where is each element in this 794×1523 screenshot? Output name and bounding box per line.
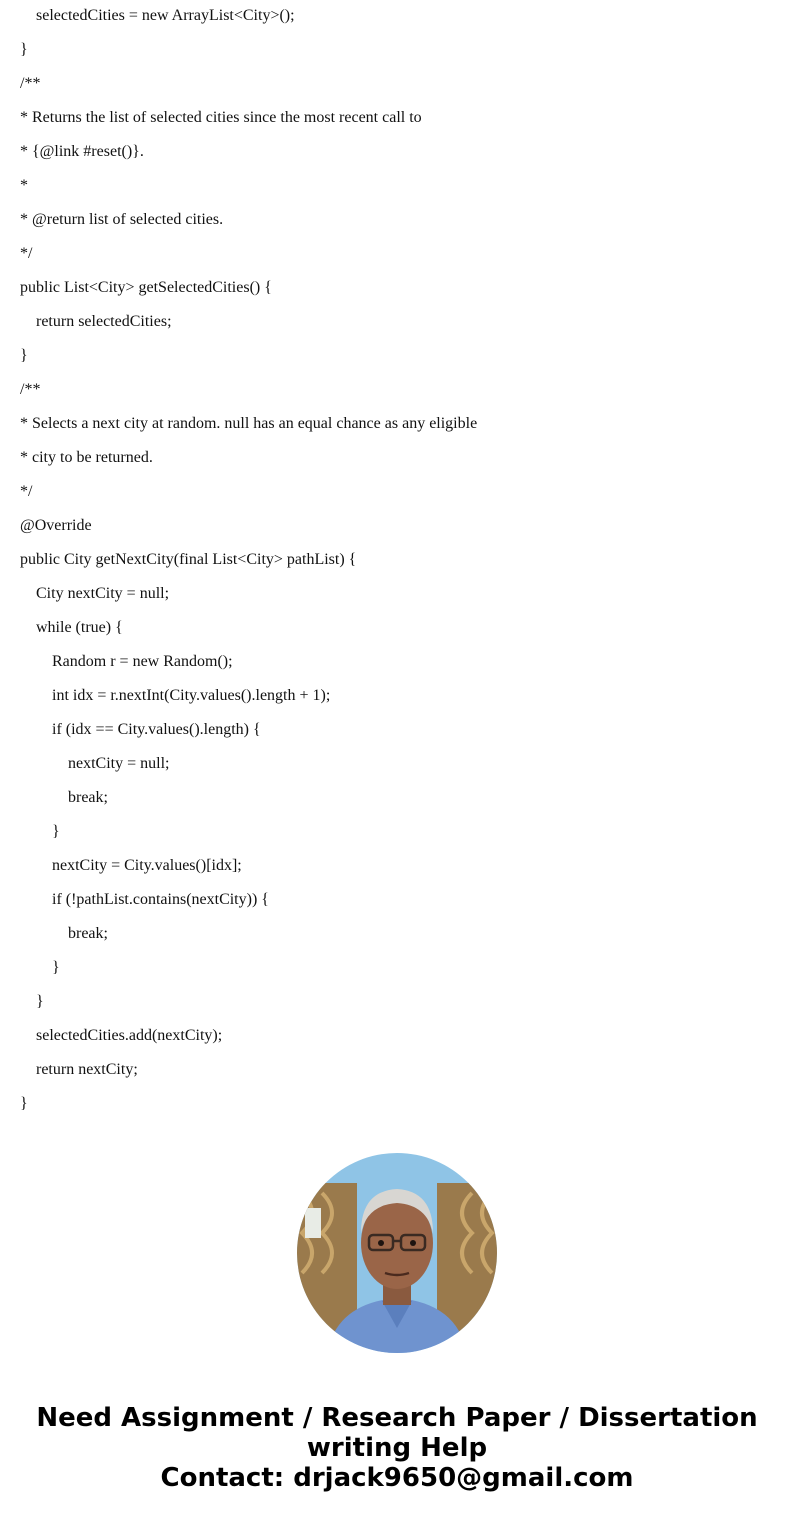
code-line: * Returns the list of selected cities since the most recent call to [20, 109, 422, 126]
author-photo [297, 1153, 497, 1353]
code-line: * {@link #reset()}. [20, 143, 144, 160]
code-line: break; [20, 925, 108, 942]
code-line: break; [20, 789, 108, 806]
code-line: } [20, 41, 28, 58]
code-line: /** [20, 381, 41, 398]
contact-banner [0, 1403, 794, 1493]
code-line: selectedCities.add(nextCity); [20, 1027, 223, 1044]
code-line: * city to be returned. [20, 449, 153, 466]
code-line: } [20, 993, 44, 1010]
code-line: * @return list of selected cities. [20, 211, 224, 228]
code-line: /** [20, 75, 41, 92]
cta-line-2: writing Help [306, 1433, 488, 1463]
code-line: public List<City> getSelectedCities() { [20, 279, 272, 296]
author-avatar [297, 1153, 497, 1353]
cta-line-1: Need Assignment / Research Paper / Dissertation [36, 1403, 758, 1433]
code-line: } [20, 823, 60, 840]
code-line: */ [20, 245, 33, 262]
cta-contact-email: Contact: drjack9650@gmail.com [160, 1463, 634, 1493]
code-line: City nextCity = null; [20, 585, 170, 602]
code-line: */ [20, 483, 33, 500]
code-line: * [20, 177, 28, 194]
code-line: if (!pathList.contains(nextCity)) { [20, 891, 269, 908]
code-line: } [20, 1095, 28, 1112]
code-line: @Override [20, 517, 92, 534]
code-line: Random r = new Random(); [20, 653, 233, 670]
code-line: nextCity = City.values()[idx]; [20, 857, 242, 874]
code-line: * Selects a next city at random. null has an equal chance as any eligible [20, 415, 478, 432]
code-line: public City getNextCity(final List<City> pathList) { [20, 551, 357, 568]
code-line: nextCity = null; [20, 755, 170, 772]
code-line: selectedCities = new ArrayList<City>(); [20, 7, 295, 24]
code-line: if (idx == City.values().length) { [20, 721, 261, 738]
code-line: while (true) { [20, 619, 123, 636]
code-line: return selectedCities; [20, 313, 172, 330]
code-line: return nextCity; [20, 1061, 138, 1078]
code-block [20, 0, 780, 1122]
code-line: int idx = r.nextInt(City.values().length + 1); [20, 687, 331, 704]
code-line: } [20, 347, 28, 364]
code-line: } [20, 959, 60, 976]
